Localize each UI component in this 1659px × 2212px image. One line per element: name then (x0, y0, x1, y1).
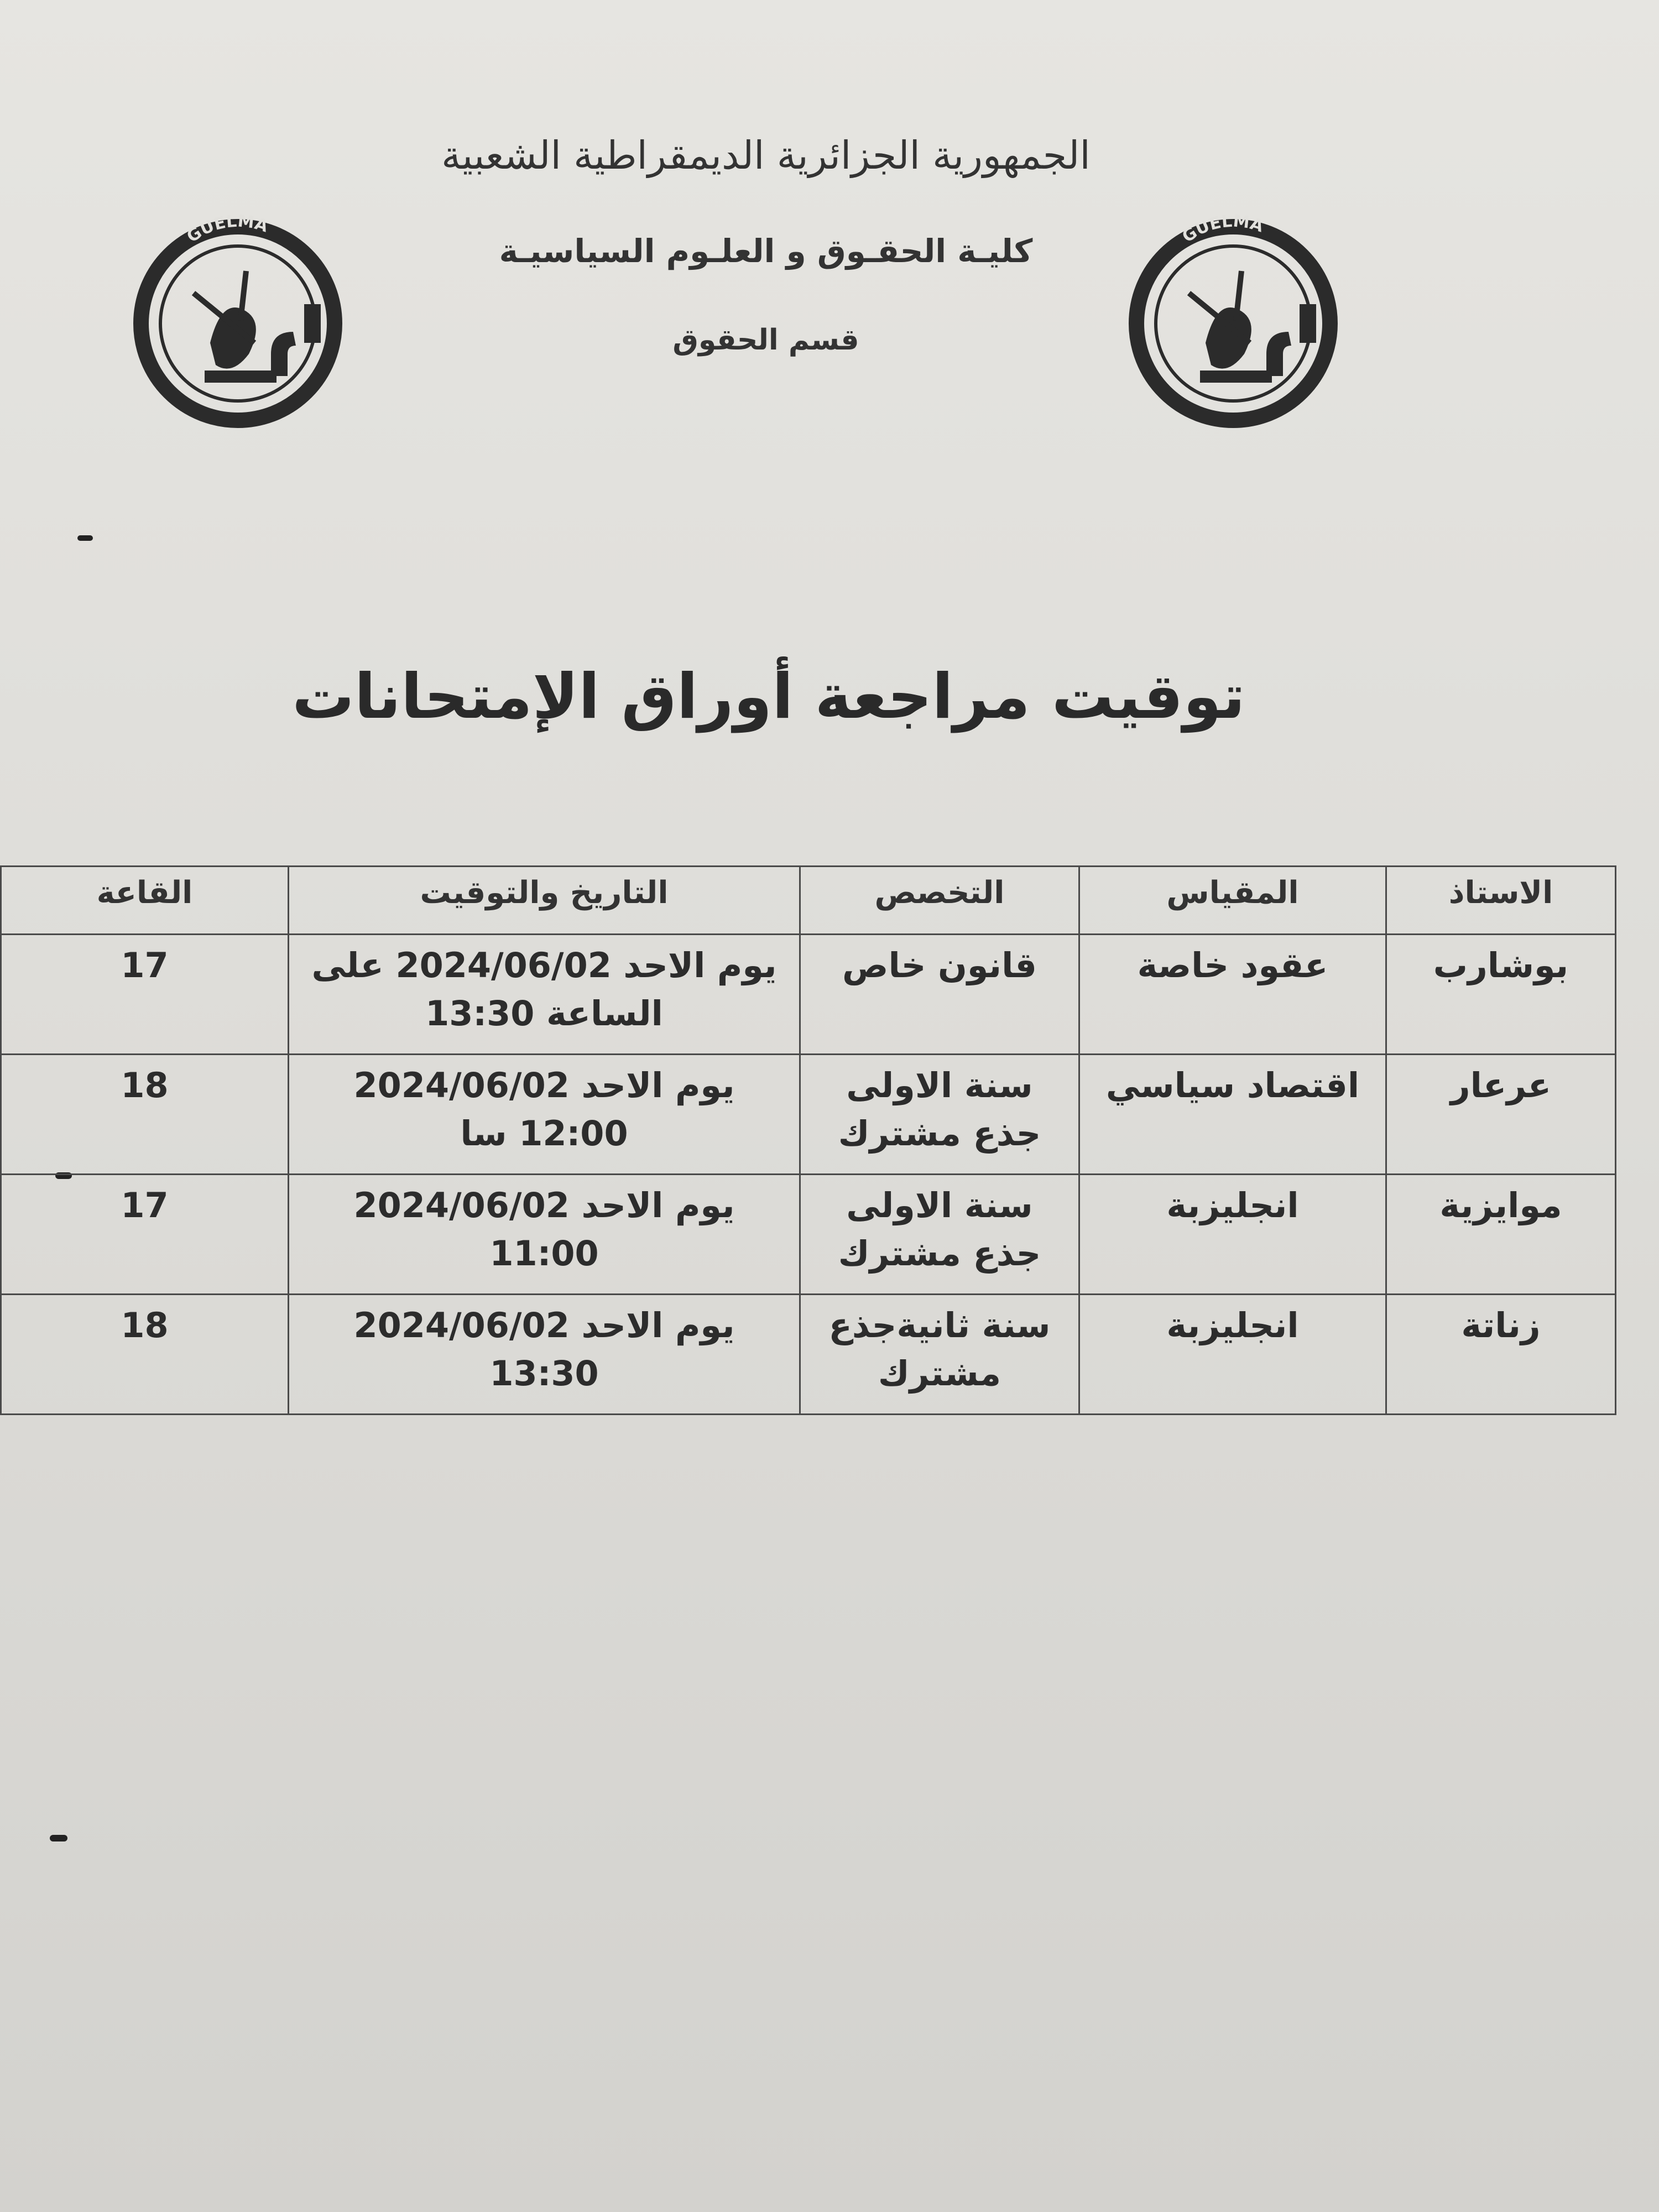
cell-specialty: قانون خاص (800, 935, 1079, 1055)
header-room: القاعة (1, 867, 289, 935)
cell-specialty: سنة ثانيةجذع مشترك (800, 1295, 1079, 1415)
cell-specialty: سنة الاولى جذع مشترك (800, 1055, 1079, 1175)
cell-module: عقود خاصة (1079, 935, 1386, 1055)
svg-text:GUELMA: GUELMA (183, 211, 270, 247)
university-seal-icon (1123, 205, 1344, 437)
table-row (1, 935, 1616, 1055)
svg-text:GUELMA: GUELMA (1178, 211, 1266, 247)
header-module: المقياس (1079, 867, 1386, 935)
cell-professor: زناتة (1386, 1295, 1616, 1415)
table-row (1, 1055, 1616, 1175)
table-header-row (1, 867, 1616, 935)
cell-specialty: سنة الاولى جذع مشترك (800, 1175, 1079, 1295)
header-specialty: التخصص (800, 867, 1079, 935)
cell-professor: بوشارب (1386, 935, 1616, 1055)
cell-datetime: يوم الاحد 2024/06/02 13:30 (289, 1295, 800, 1415)
table-row (1, 1295, 1616, 1415)
cell-datetime: يوم الاحد 2024/06/02 12:00 سا (289, 1055, 800, 1175)
header-professor: الاستاذ (1386, 867, 1616, 935)
cell-room: 18 (1, 1295, 289, 1415)
cell-module: اقتصاد سياسي (1079, 1055, 1386, 1175)
cell-professor: عرعار (1386, 1055, 1616, 1175)
cell-professor: موايزية (1386, 1175, 1616, 1295)
republic-heading: الجمهورية الجزائرية الديمقراطية الشعبية (441, 133, 1091, 178)
university-seal-icon (127, 205, 348, 437)
department-heading: قسم الحقوق (672, 324, 859, 357)
cell-room: 17 (1, 1175, 289, 1295)
exam-review-schedule-table (0, 865, 1616, 1415)
faculty-heading: كليـة الحقـوق و العلـوم السياسيـة (499, 232, 1033, 270)
cell-module: انجليزبة (1079, 1175, 1386, 1295)
ink-speck (77, 535, 93, 541)
cell-room: 18 (1, 1055, 289, 1175)
table-row (1, 1175, 1616, 1295)
cell-datetime: يوم الاحد 2024/06/02 على الساعة 13:30 (289, 935, 800, 1055)
university-logo-right (1123, 205, 1344, 437)
header-datetime: التاريخ والتوقيت (289, 867, 800, 935)
cell-room: 17 (1, 935, 289, 1055)
cell-datetime: يوم الاحد 2024/06/02 11:00 (289, 1175, 800, 1295)
cell-module: انجليزبة (1079, 1295, 1386, 1415)
university-logo-left (127, 205, 348, 437)
ink-speck (50, 1835, 67, 1841)
document-title: توقيت مراجعة أوراق الإمتحانات (292, 661, 1245, 733)
